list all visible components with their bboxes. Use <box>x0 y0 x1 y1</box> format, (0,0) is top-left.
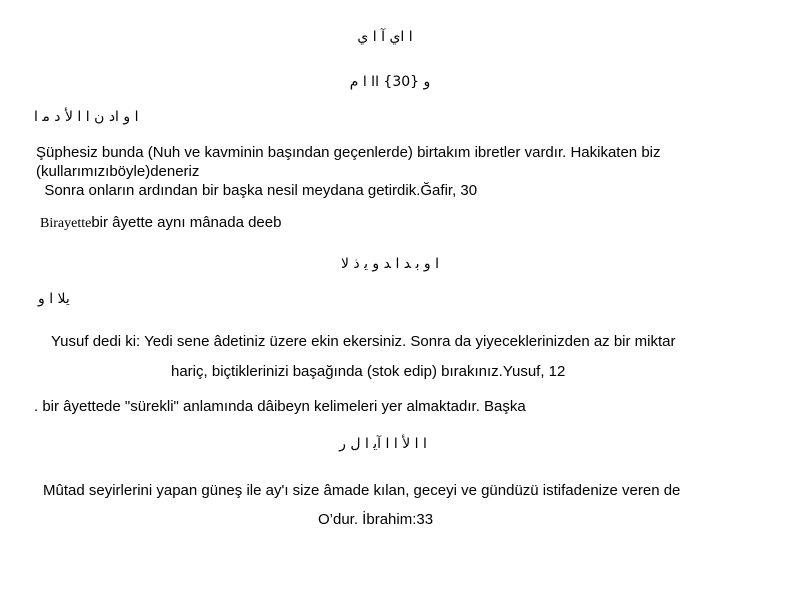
paragraph-2-line-2: hariç, biçtiklerinizi başağında (stok edip) bırakınız.Yusuf, 12 <box>171 363 566 380</box>
arabic-line-5: ﻳﻼ ا و <box>38 291 70 307</box>
paragraph-2-line-1: Yusuf dedi ki: Yedi sene âdetiniz üzere ekin ekersiniz. Sonra da yiyeceklerinizden az bir miktar <box>51 333 676 350</box>
birayette-line <box>40 214 281 233</box>
paragraph-1-line-1: Şüphesiz bunda (Nuh ve kavminin başından geçenlerde) birtakım ibretler vardır. Hakikaten biz <box>36 144 661 161</box>
arabic-line-2: و {30} اا ا م <box>349 74 431 90</box>
paragraph-3: . bir âyettede "sürekli" anlamında dâibeyn kelimeleri yer almaktadır. Başka <box>34 398 526 415</box>
paragraph-4-line-2: O’dur. İbrahim:33 <box>318 511 434 528</box>
birayette-rest: bir âyette aynı mânada deeb <box>91 214 282 231</box>
arabic-line-6: ا ا لأ ا ا آﻳ ا ﻝ ﺭ <box>339 436 427 452</box>
paragraph-1-line-3: Sonra onların ardından bir başka nesil meydana getirdik.Ğafir, 30 <box>36 182 478 199</box>
paragraph-4-line-1: Mûtad seyirlerini yapan güneş ile ay'ı size âmade kılan, geceyi ve gündüzü istifadenize veren de <box>43 482 681 499</box>
paragraph-1-line-2: (kullarımızıböyle)deneriz <box>36 163 200 180</box>
arabic-line-1: ا اي آ ا ي <box>357 29 413 45</box>
birayette-word: Birayette <box>40 216 92 231</box>
arabic-line-3: ا و اد ن ا ا لأ ﺩ ﻣ ا <box>34 109 139 125</box>
arabic-line-4: ا و ﺑ ﺪ ا ﺪ و ﻳ ﺫ ﻻ <box>340 256 440 272</box>
